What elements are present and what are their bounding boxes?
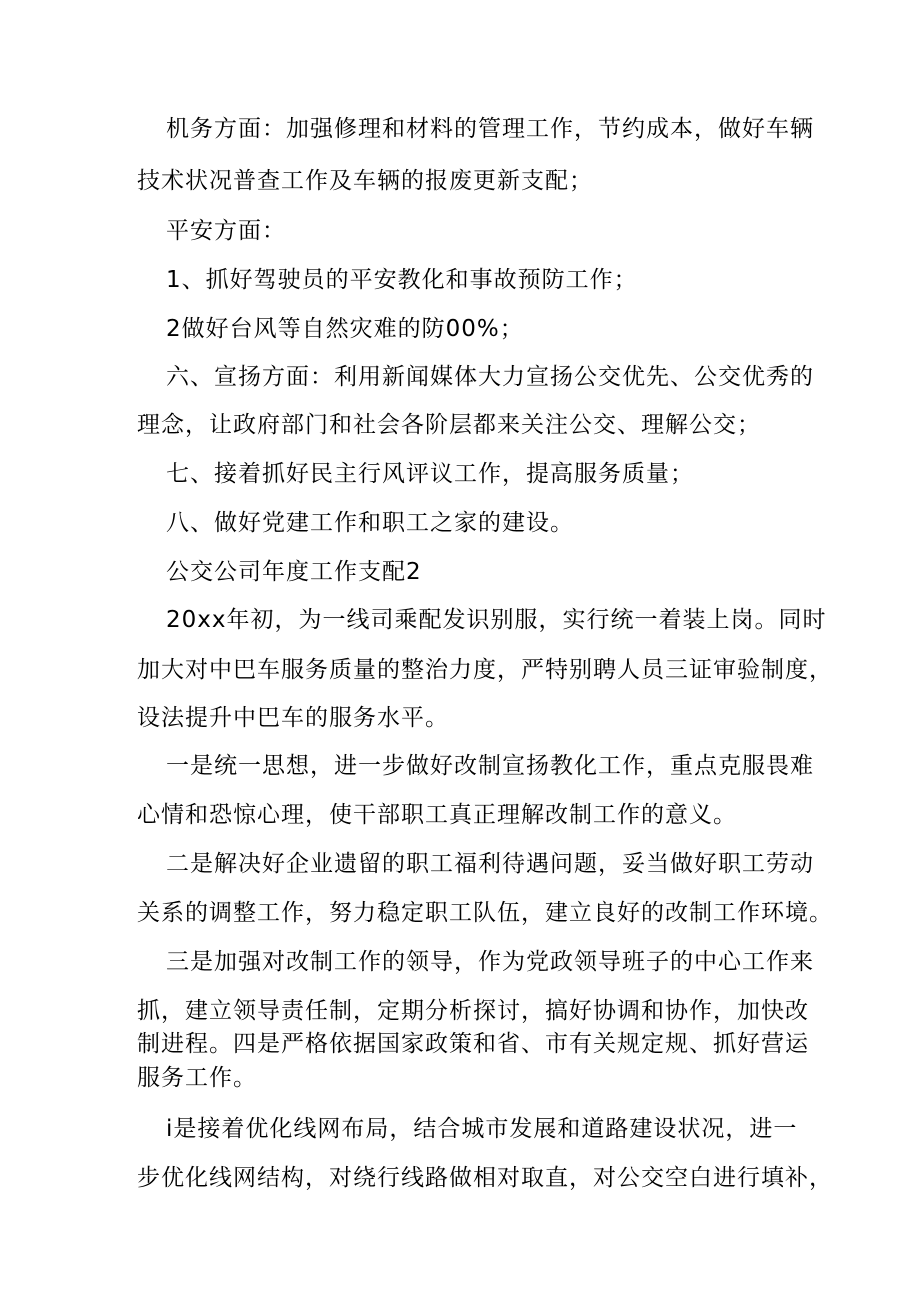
paragraph-line: 一是统一思想，进一步做好改制宣扬教化工作，重点克服畏难 xyxy=(166,753,814,779)
list-item: 2做好台风等自然灾难的防00%； xyxy=(166,316,524,342)
paragraph-line: 服务工作。 xyxy=(137,1065,257,1091)
list-item: 1、抓好驾驶员的平安教化和事故预防工作； xyxy=(166,267,638,293)
paragraph-line: 理念，让政府部门和社会各阶层都来关注公交、理解公交； xyxy=(137,412,761,438)
paragraph-line: 八、做好党建工作和职工之家的建设。 xyxy=(166,510,574,536)
paragraph-line: 二是解决好企业遗留的职工福利待遇问题，妥当做好职工劳动 xyxy=(166,851,814,877)
paragraph-line: 七、接着抓好民主行风评议工作，提高服务质量； xyxy=(166,461,694,487)
paragraph-line: 设法提升中巴车的服务水平。 xyxy=(137,705,449,731)
paragraph-line: i是接着优化线网布局，结合城市发展和道路建设状况，进一 xyxy=(166,1116,798,1142)
paragraph-line: 20xx年初，为一线司乘配发识别服，实行统一着装上岗。同时 xyxy=(166,607,827,633)
paragraph-line: 抓，建立领导责任制，定期分析探讨，搞好协调和协作，加快改 xyxy=(137,998,809,1024)
paragraph-line: 三是加强对改制工作的领导，作为党政领导班子的中心工作来 xyxy=(166,949,814,975)
paragraph-line: 机务方面：加强修理和材料的管理工作，节约成本，做好车辆 xyxy=(166,116,814,142)
section-heading: 平安方面： xyxy=(166,218,286,244)
paragraph-line: 心情和恐惊心理，使干部职工真正理解改制工作的意义。 xyxy=(137,802,737,828)
paragraph-line: 技术状况普查工作及车辆的报废更新支配； xyxy=(137,168,593,194)
paragraph-line: 六、宣扬方面：利用新闻媒体大力宣扬公交优先、公交优秀的 xyxy=(166,364,814,390)
paragraph-line: 关系的调整工作，努力稳定职工队伍，建立良好的改制工作环境。 xyxy=(137,900,833,926)
paragraph-line: 制进程。四是严格依据国家政策和省、市有关规定规、抓好营运 xyxy=(137,1031,809,1057)
paragraph-line: 步优化线网结构，对绕行线路做相对取直，对公交空白进行填补， xyxy=(137,1165,833,1191)
document-heading: 公交公司年度工作支配2 xyxy=(166,559,422,585)
paragraph-line: 加大对中巴车服务质量的整治力度，严特别聘人员三证审验制度， xyxy=(137,657,833,683)
